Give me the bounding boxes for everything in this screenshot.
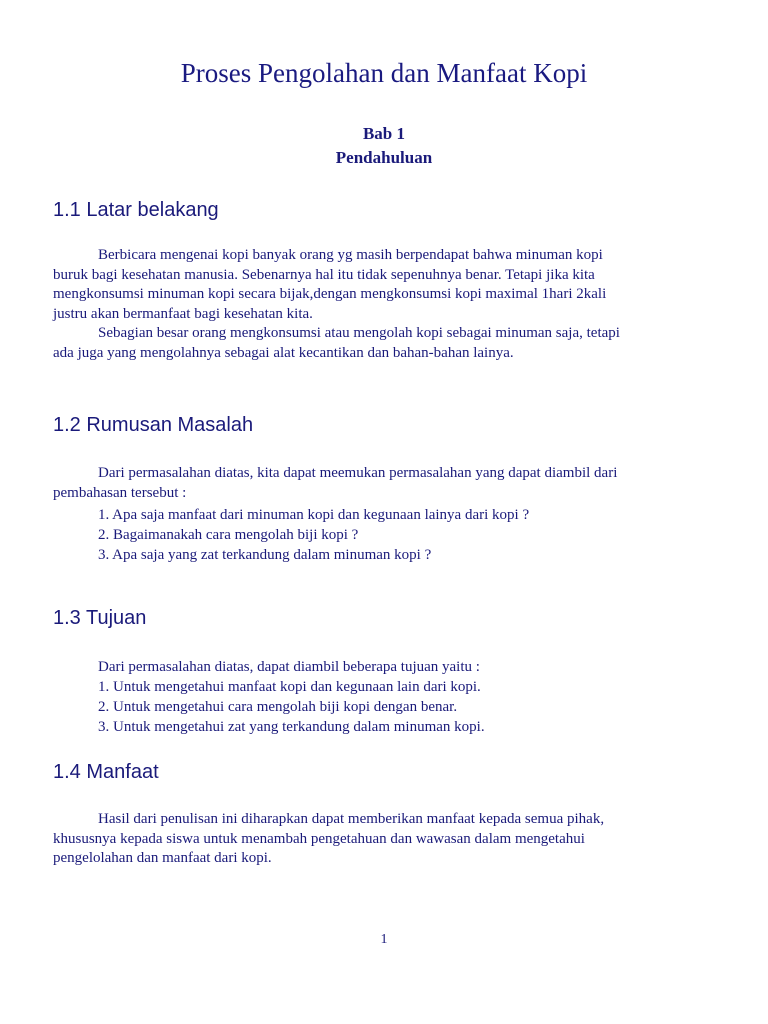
list-item: 2. Untuk mengetahui cara mengolah biji kopi dengan benar. (98, 699, 458, 715)
text-line: pembahasan tersebut : (53, 484, 187, 501)
text-line: Hasil dari penulisan ini diharapkan dapat memberikan manfaat kepada semua pihak, (98, 811, 605, 827)
text-line: Dari permasalahan diatas, kita dapat meemukan permasalahan yang dapat diambil dari (98, 465, 618, 481)
section-heading-latar-belakang: 1.1 Latar belakang (53, 199, 219, 221)
section-heading-tujuan: 1.3 Tujuan (53, 607, 147, 629)
paragraph-latar-1 (53, 246, 723, 363)
text-line: justru akan bermanfaat bagi kesehatan kita. (53, 305, 313, 322)
paragraph-rumusan (53, 464, 723, 503)
document-title: Proses Pengolahan dan Manfaat Kopi (180, 58, 588, 88)
list-item: 2. Bagaimanakah cara mengolah biji kopi ? (98, 527, 359, 543)
text-line: buruk bagi kesehatan manusia. Sebenarnya hal itu tidak sepenuhnya benar. Tetapi jika kita (53, 266, 595, 283)
text-line: Sebagian besar orang mengkonsumsi atau mengolah kopi sebagai minuman saja, tetapi (98, 325, 620, 341)
section-heading-rumusan-masalah: 1.2 Rumusan Masalah (53, 414, 254, 436)
list-item: 3. Untuk mengetahui zat yang terkandung dalam minuman kopi. (98, 719, 485, 735)
paragraph-manfaat (53, 810, 723, 869)
chapter-name: Pendahuluan (335, 148, 433, 167)
tujuan-list (98, 657, 485, 737)
list-item: Dari permasalahan diatas, dapat diambil beberapa tujuan yaitu : (98, 659, 480, 675)
rumusan-list (98, 505, 529, 565)
section-heading-manfaat: 1.4 Manfaat (53, 761, 159, 783)
chapter-number: Bab 1 (362, 124, 406, 143)
text-line: mengkonsumsi minuman kopi secara bijak,dengan mengkonsumsi kopi maximal 1hari 2kali (53, 286, 607, 302)
text-line: Berbicara mengenai kopi banyak orang yg masih berpendapat bahwa minuman kopi (98, 247, 603, 263)
list-item: 1. Apa saja manfaat dari minuman kopi dan kegunaan lainya dari kopi ? (98, 507, 530, 523)
text-line: ada juga yang mengolahnya sebagai alat kecantikan dan bahan-bahan lainya. (53, 344, 514, 361)
list-item: 3. Apa saja yang zat terkandung dalam minuman kopi ? (98, 547, 432, 563)
text-line: khususnya kepada siswa untuk menambah pengetahuan dan wawasan dalam mengetahui (53, 830, 585, 847)
page-number: 1 (380, 932, 388, 947)
list-item: 1. Untuk mengetahui manfaat kopi dan kegunaan lain dari kopi. (98, 679, 481, 695)
text-line: pengelolahan dan manfaat dari kopi. (53, 850, 272, 866)
